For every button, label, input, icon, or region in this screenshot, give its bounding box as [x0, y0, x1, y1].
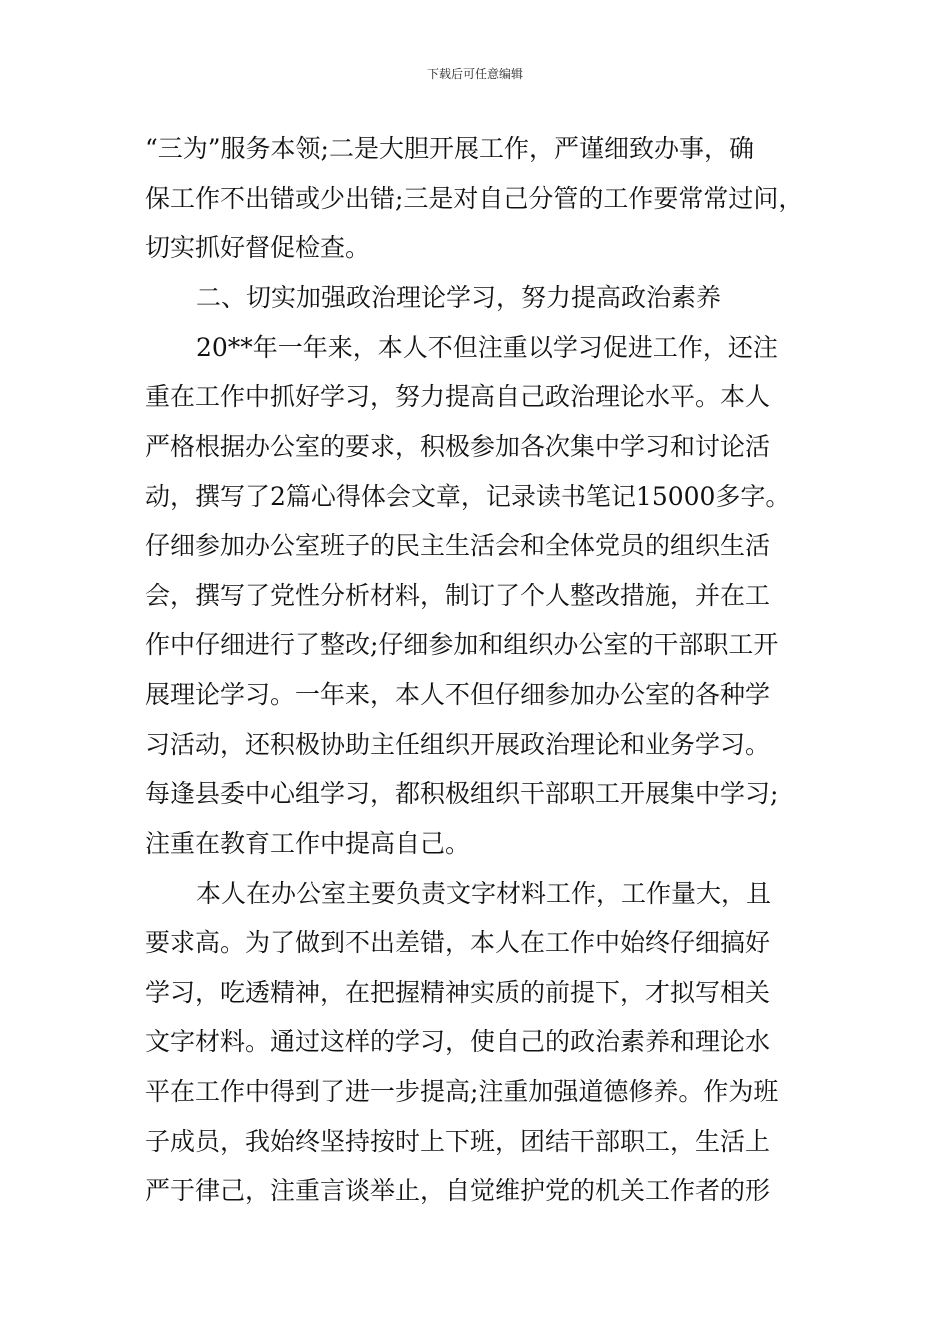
text-line: 习活动，还积极协助主任组织开展政治理论和业务学习。	[145, 730, 771, 759]
text-line: 严格根据办公室的要求，积极参加各次集中学习和讨论活	[145, 432, 771, 461]
text-line: 保工作不出错或少出错;三是对自己分管的工作要常常过问，	[145, 184, 804, 213]
text-line: 作中仔细进行了整改;仔细参加和组织办公室的干部职工开	[145, 630, 779, 659]
text-line: “三为”服务本领;二是大胆开展工作，严谨细致办事，确	[145, 134, 754, 163]
text-line: 展理论学习。一年来，本人不但仔细参加办公室的各种学	[145, 680, 771, 709]
text-line: 平在工作中得到了进一步提高;注重加强道德修养。作为班	[145, 1077, 779, 1106]
text-line: 动，撰写了2篇心得体会文章，记录读书笔记15000多字。	[145, 482, 791, 511]
text-line: 本人在办公室主要负责文字材料工作，工作量大，且	[196, 879, 772, 908]
page-header: 下载后可任意编辑	[426, 67, 523, 81]
text-line: 会，撰写了党性分析材料，制订了个人整改措施，并在工	[145, 581, 771, 610]
text-line: 20**年一年来，本人不但注重以学习促进工作，还注	[196, 333, 778, 362]
text-line: 要求高。为了做到不出差错，本人在工作中始终仔细搞好	[145, 928, 771, 957]
text-line: 文字材料。通过这样的学习，使自己的政治素养和理论水	[145, 1027, 771, 1056]
text-line: 学习，吃透精神，在把握精神实质的前提下，才拟写相关	[145, 978, 771, 1007]
section-heading: 二、切实加强政治理论学习，努力提高政治素养	[196, 283, 722, 312]
text-line: 重在工作中抓好学习，努力提高自己政治理论水平。本人	[145, 382, 771, 411]
text-line: 严于律己，注重言谈举止，自觉维护党的机关工作者的形	[145, 1176, 771, 1205]
text-line: 子成员，我始终坚持按时上下班，团结干部职工，生活上	[145, 1127, 771, 1156]
text-line: 仔细参加办公室班子的民主生活会和全体党员的组织生活	[145, 531, 771, 560]
text-line: 每逢县委中心组学习，都积极组织干部职工开展集中学习;	[145, 779, 779, 808]
text-line: 切实抓好督促检查。	[145, 233, 371, 262]
text-line: 注重在教育工作中提高自己。	[145, 829, 471, 858]
